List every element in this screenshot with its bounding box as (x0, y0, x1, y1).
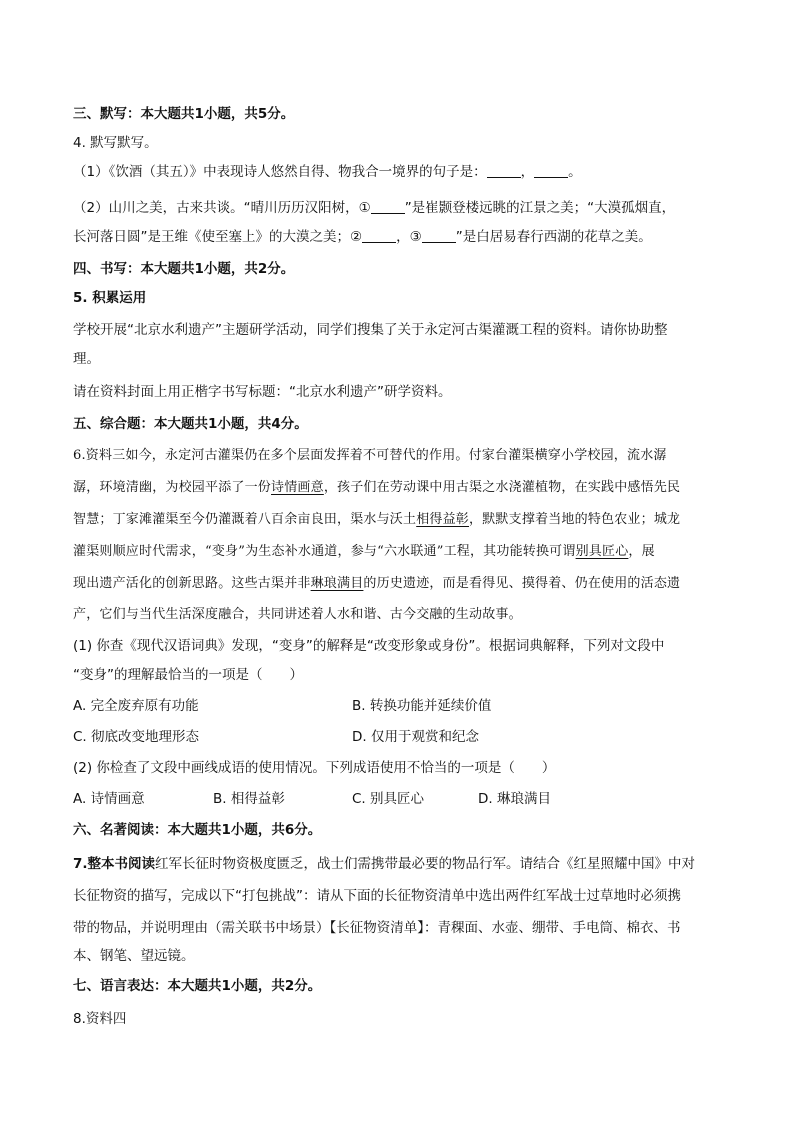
material-3-text: 产，它们与当代生活深度融合，共同讲述着人水和谐、古今交融的生动故事。 (73, 607, 522, 622)
underlined-idiom: 琳琅满目 (310, 576, 364, 591)
answer-blank[interactable] (422, 228, 456, 243)
question-6-sub-1: “变身”的理解最恰当的一项是（ ） (73, 667, 303, 683)
question-6-sub-1: (1) 你查《现代汉语词典》发现，“变身”的解释是“改变形象或身份”。根据词典解释，下列对文段中 (73, 638, 665, 654)
question-4-title: 4. 默写默写。 (73, 135, 158, 151)
underlined-idiom: 相得益彰 (416, 512, 470, 527)
question-7-text: 长征物资的描写，完成以下“打包挑战”：请从下面的长征物资清单中选出两件红军战士过草地时必须携 (73, 888, 681, 904)
question-4-part-1: （1）《饮酒（其五）》中表现诗人悠然自得、物我合一境界的句子是： ， 。 (73, 164, 582, 180)
question-8-title: 8.资料四 (73, 1011, 127, 1027)
section-6-heading: 六、名著阅读：本大题共1小题，共6分。 (73, 822, 322, 838)
material-3-text: 6.资料三如今，永定河古灌渠仍在多个层面发挥着不可替代的作用。付家台灌渠横穿小学校园，流水潺 (73, 448, 667, 463)
question-6-sub-2: (2) 你检查了文段中画线成语的使用情况。下列成语使用不恰当的一项是（ ） (73, 760, 556, 776)
material-3-text: 现出遗产活化的创新思路。这些古渠并非琳琅满目的历史遗迹，而是看得见、摸得着、仍在使用的活态遗 (73, 576, 681, 591)
answer-blank[interactable] (371, 199, 405, 214)
option-c[interactable]: C. 别具匠心 (352, 791, 425, 807)
answer-blank[interactable] (362, 228, 396, 243)
answer-blank[interactable] (487, 163, 521, 178)
material-3-text: 智慧；丁家滩灌渠至今仍灌溉着八百余亩良田，渠水与沃土相得益彰，默默支撑着当地的特色农业；城龙 (73, 512, 681, 527)
section-5-heading: 五、综合题：本大题共1小题，共4分。 (73, 416, 308, 432)
question-7-text: 带的物品，并说明理由（需关联书中场景）【长征物资清单】：青稞面、水壶、绷带、手电筒、棉衣、书 (73, 920, 681, 936)
option-d[interactable]: D. 琳琅满目 (478, 791, 551, 807)
question-7-text: 本、钢笔、望远镜。 (73, 948, 195, 964)
underlined-idiom: 别具匠心 (575, 544, 629, 559)
option-a[interactable]: A. 诗情画意 (73, 791, 145, 807)
question-5-text: 理。 (73, 351, 100, 367)
question-5-text: 学校开展“北京水利遗产”主题研学活动，同学们搜集了关于永定河古渠灌溉工程的资料。请你协助整 (73, 322, 668, 338)
question-4-part-2-cont: 长河落日圆”是王维《使至塞上》的大漠之美；② ，③ ”是白居易春行西湖的花草之美。 (73, 229, 652, 245)
option-b[interactable]: B. 相得益彰 (213, 791, 285, 807)
option-b[interactable]: B. 转换功能并延续价值 (352, 698, 492, 714)
section-4-heading: 四、书写：本大题共1小题，共2分。 (73, 261, 295, 277)
question-5-text: 请在资料封面上用正楷字书写标题：“北京水利遗产”研学资料。 (73, 384, 452, 400)
option-c[interactable]: C. 彻底改变地理形态 (73, 729, 200, 745)
section-7-heading: 七、语言表达：本大题共1小题，共2分。 (73, 978, 322, 994)
answer-blank[interactable] (534, 163, 568, 178)
question-5-title: 5. 积累运用 (73, 290, 147, 306)
option-a[interactable]: A. 完全废弃原有功能 (73, 698, 199, 714)
material-3-text: 潺，环境清幽，为校园平添了一份诗情画意，孩子们在劳动课中用古渠之水浇灌植物，在实践中感悟先民 (73, 480, 681, 495)
question-7-text: 7.整本书阅读红军长征时物资极度匮乏，战士们需携带最必要的物品行军。请结合《红星照耀中国》中对 (73, 856, 696, 872)
material-3-text: 灌渠则顺应时代需求，“变身”为生态补水通道，参与“六水联通”工程，其功能转换可谓别具匠心，展 (73, 544, 655, 559)
underlined-idiom: 诗情画意 (271, 480, 324, 495)
section-3-heading: 三、默写：本大题共1小题，共5分。 (73, 106, 295, 122)
option-d[interactable]: D. 仅用于观赏和纪念 (352, 729, 479, 745)
question-4-part-2: （2）山川之美，古来共谈。“晴川历历汉阳树，① ”是崔颢登楼远眺的江景之美；“大漠孤烟直， (73, 200, 676, 216)
